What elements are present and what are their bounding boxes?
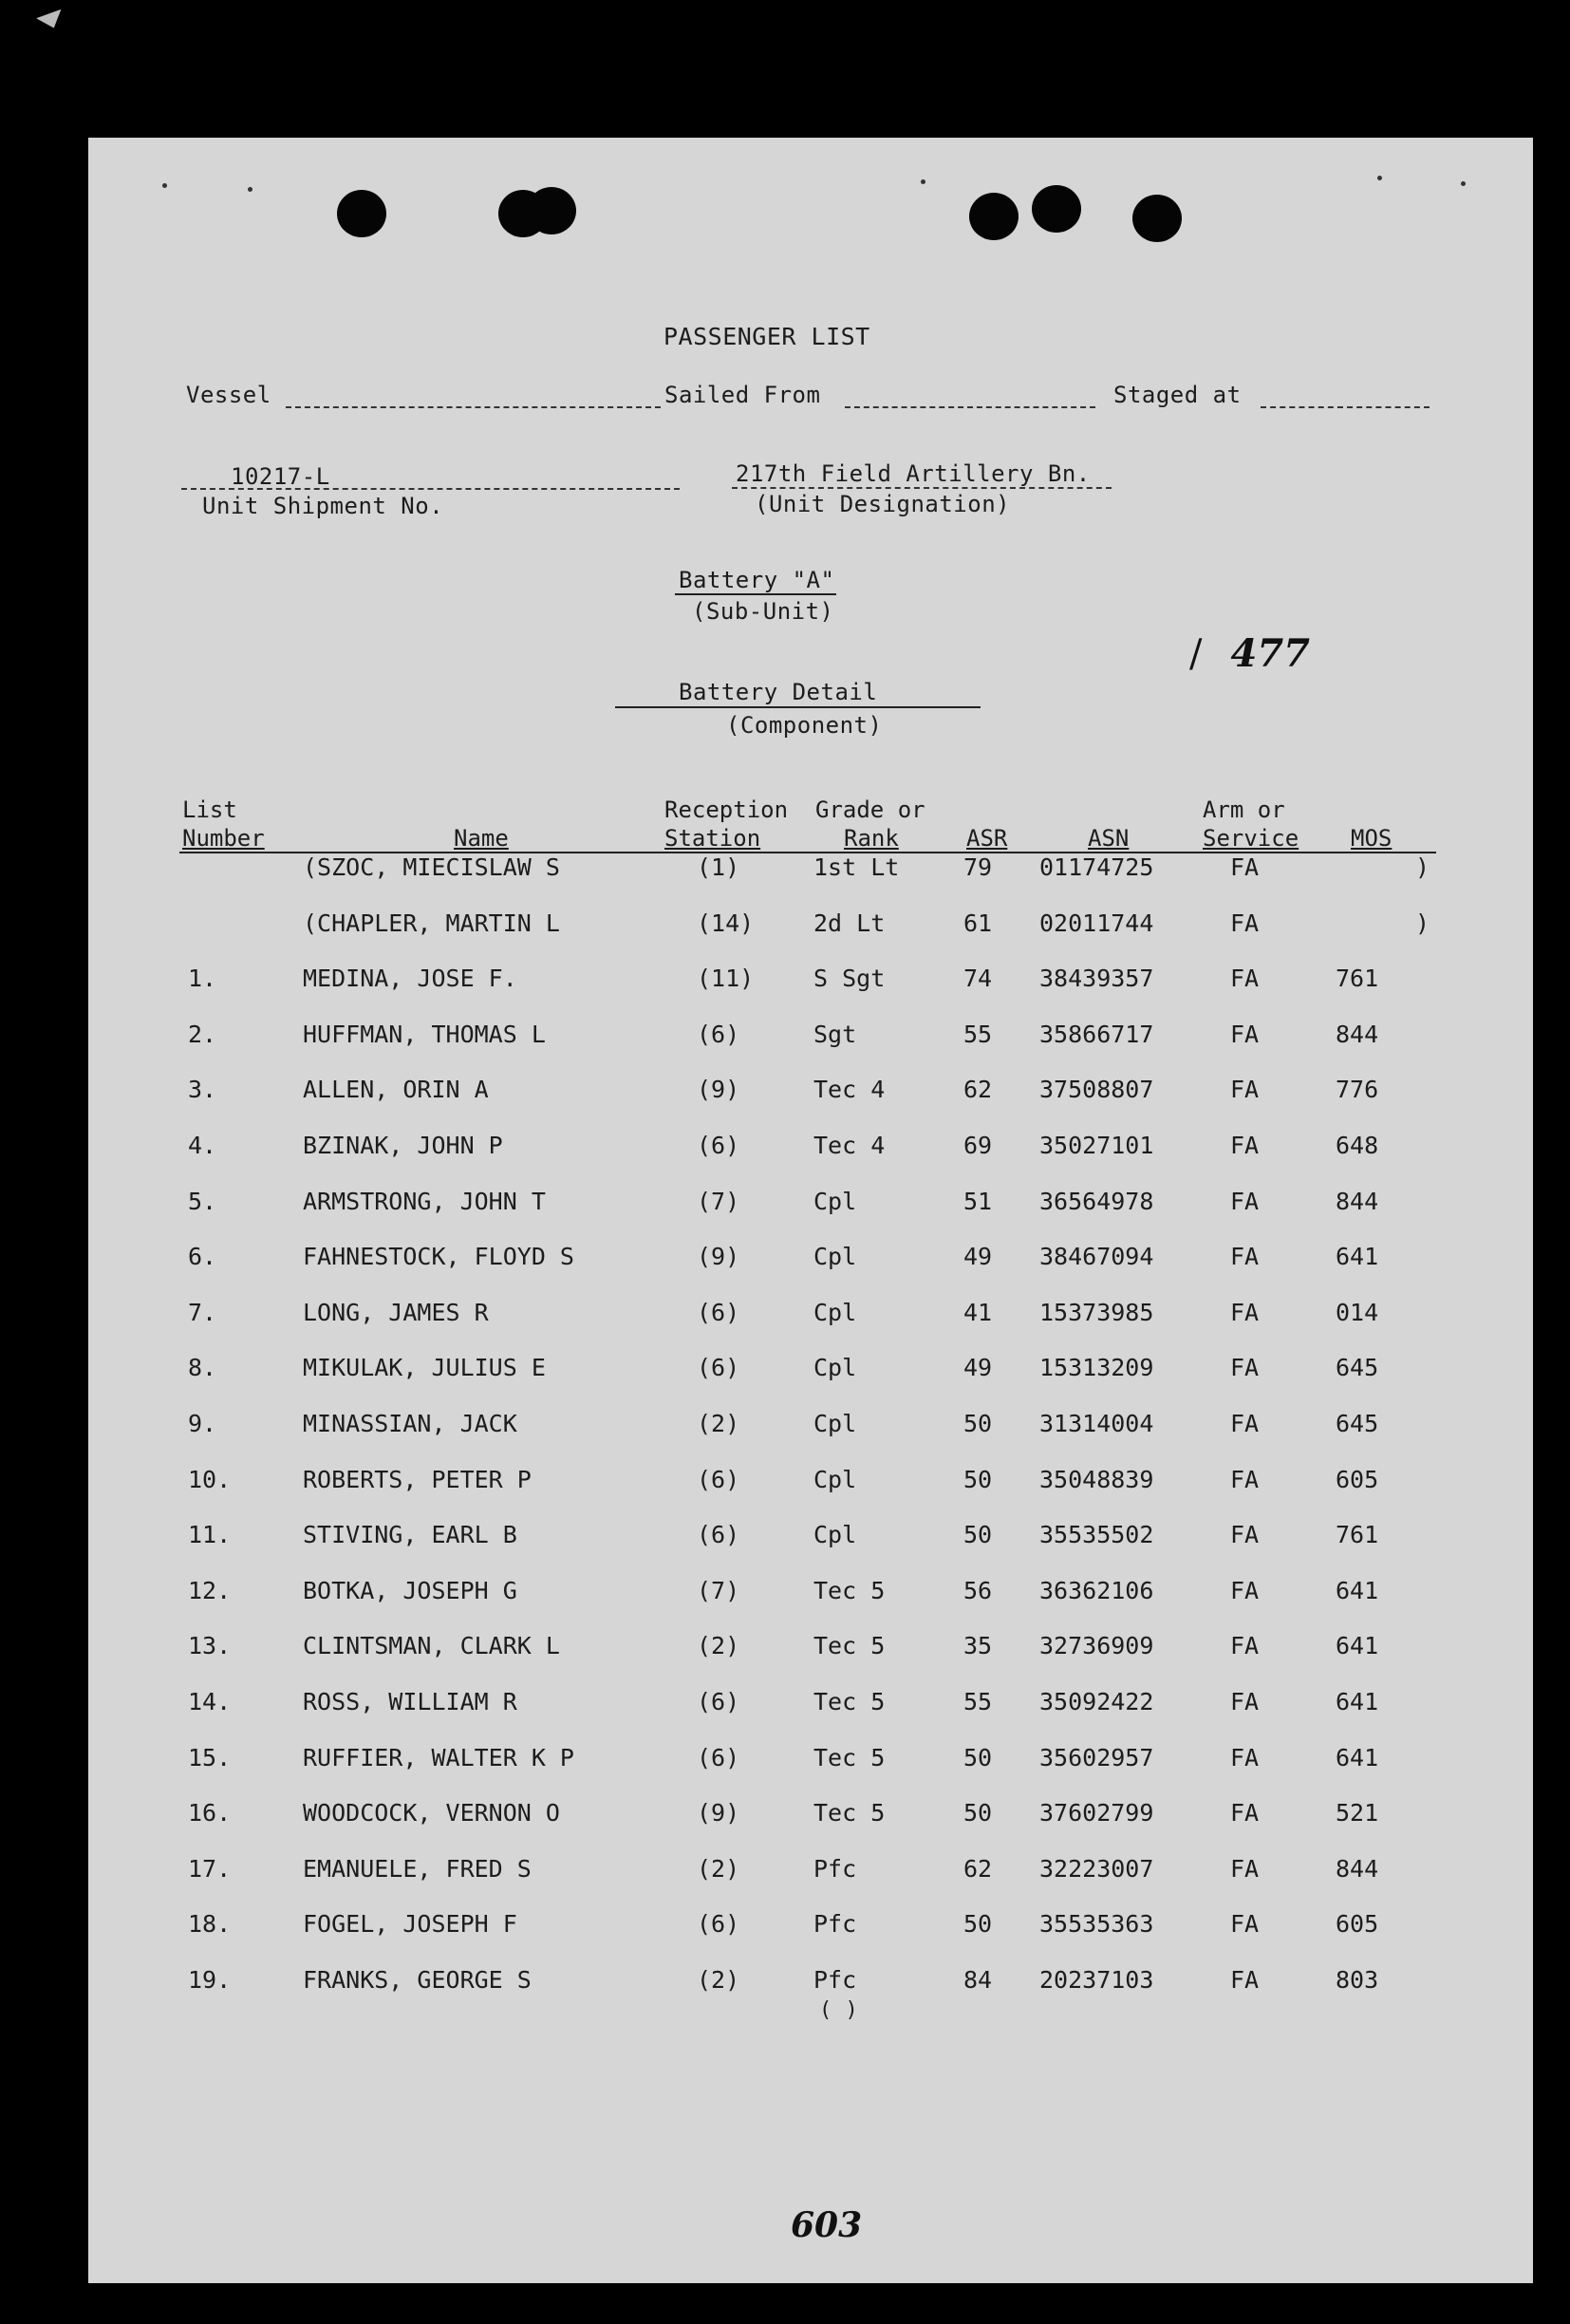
row-name: EMANUELE, FRED S: [303, 1854, 532, 1883]
row-reception-station: (7): [697, 1576, 740, 1604]
row-asn: 15373985: [1039, 1298, 1154, 1326]
row-reception-station: (11): [697, 965, 755, 993]
row-arm-service: FA: [1230, 909, 1260, 937]
row-arm-service: FA: [1230, 1688, 1260, 1715]
row-grade-rank: Pfc: [813, 1910, 857, 1939]
row-reception-station: (2): [697, 1632, 740, 1660]
table-row: [88, 1577, 1533, 1615]
row-mos: 014: [1336, 1298, 1379, 1326]
speck: [1377, 176, 1382, 180]
row-name: ARMSTRONG, JOHN T: [303, 1187, 546, 1215]
row-number: 7.: [188, 1298, 217, 1326]
row-name: MINASSIAN, JACK: [303, 1410, 517, 1437]
component-label: (Component): [726, 712, 883, 739]
row-mos: 761: [1336, 1521, 1379, 1549]
row-number: 19.: [188, 1966, 232, 1994]
row-number: 12.: [188, 1576, 232, 1604]
row-asr: 50: [963, 1410, 993, 1437]
row-mos: 605: [1336, 1465, 1379, 1493]
row-reception-station: (2): [697, 1854, 740, 1883]
row-mos: 641: [1336, 1743, 1379, 1771]
row-arm-service: FA: [1230, 1465, 1260, 1493]
row-number: 18.: [188, 1910, 232, 1939]
row-reception-station: (9): [697, 1243, 740, 1271]
speck: [162, 183, 167, 188]
row-asn: 35866717: [1039, 1020, 1154, 1048]
header-list-number: List Number: [182, 797, 265, 852]
row-asr: 61: [963, 909, 993, 937]
row-mos: 648: [1336, 1132, 1379, 1159]
punch-hole: [1032, 185, 1081, 233]
row-reception-station: (2): [697, 1966, 740, 1994]
row-grade-rank: 2d Lt: [813, 909, 886, 937]
row-asn: 15313209: [1039, 1354, 1154, 1382]
punch-hole: [337, 190, 386, 237]
row-asr: 69: [963, 1132, 993, 1159]
row-mos: 521: [1336, 1799, 1379, 1827]
row-reception-station: (2): [697, 1410, 740, 1437]
row-arm-service: FA: [1230, 1966, 1260, 1994]
row-reception-station: (14): [697, 909, 755, 937]
row-arm-service: FA: [1230, 1132, 1260, 1159]
row-reception-station: (6): [697, 1020, 740, 1048]
row-number: 6.: [188, 1243, 217, 1271]
row-asr: 50: [963, 1743, 993, 1771]
row-asn: 01174725: [1039, 853, 1154, 881]
sailed-from-label: Sailed From: [664, 382, 821, 408]
row-reception-station: (6): [697, 1743, 740, 1771]
table-row: [88, 1910, 1533, 1948]
header-reception-station: Reception Station: [664, 797, 789, 852]
row-grade-rank: Pfc: [813, 1966, 857, 1994]
row-grade-rank: S Sgt: [813, 965, 886, 993]
row-number: 9.: [188, 1410, 217, 1437]
row-reception-station: (6): [697, 1465, 740, 1493]
row-mos: 641: [1336, 1576, 1379, 1604]
table-row: [88, 1299, 1533, 1337]
row-asn: 36564978: [1039, 1187, 1154, 1215]
row-reception-station: (6): [697, 1298, 740, 1326]
row-grade-rank: Tec 5: [813, 1688, 886, 1715]
row-asr: 41: [963, 1298, 993, 1326]
row-number: 3.: [188, 1076, 217, 1104]
scan-corner-mark: [36, 9, 66, 33]
row-asn: 37508807: [1039, 1076, 1154, 1104]
punch-hole: [1132, 195, 1182, 242]
header-name: Name: [454, 825, 509, 852]
row-name: LONG, JAMES R: [303, 1298, 489, 1326]
row-number: 10.: [188, 1465, 232, 1493]
row-asn: 35535502: [1039, 1521, 1154, 1549]
row-number: 4.: [188, 1132, 217, 1159]
vessel-fill-line: [286, 406, 661, 408]
row-number: 16.: [188, 1799, 232, 1827]
row-close-paren: ): [1415, 909, 1430, 937]
row-reception-station: (6): [697, 1521, 740, 1549]
row-asn: 35602957: [1039, 1743, 1154, 1771]
row-grade-rank: Sgt: [813, 1020, 857, 1048]
unit-shipment-label: Unit Shipment No.: [202, 493, 444, 519]
table-row: [88, 1632, 1533, 1670]
row-arm-service: FA: [1230, 965, 1260, 993]
row-arm-service: FA: [1230, 1743, 1260, 1771]
table-row: [88, 1188, 1533, 1226]
punch-hole: [969, 193, 1019, 240]
row-arm-service: FA: [1230, 1410, 1260, 1437]
header-mos: MOS: [1351, 825, 1392, 852]
row-name: RUFFIER, WALTER K P: [303, 1743, 574, 1771]
speck: [248, 187, 252, 192]
row-asn: 37602799: [1039, 1799, 1154, 1827]
row-reception-station: (6): [697, 1354, 740, 1382]
row-mos: 645: [1336, 1354, 1379, 1382]
row-asn: 38439357: [1039, 965, 1154, 993]
row-mos: 645: [1336, 1410, 1379, 1437]
row-name: WOODCOCK, VERNON O: [303, 1799, 560, 1827]
row-asn: 35535363: [1039, 1910, 1154, 1939]
row-name: ALLEN, ORIN A: [303, 1076, 489, 1104]
row-mos: 776: [1336, 1076, 1379, 1104]
row-name: MIKULAK, JULIUS E: [303, 1354, 546, 1382]
row-number: 13.: [188, 1632, 232, 1660]
table-row: [88, 1132, 1533, 1170]
row-number: 2.: [188, 1020, 217, 1048]
row-asr: 84: [963, 1966, 993, 1994]
row-reception-station: (1): [697, 853, 740, 881]
unit-shipment-fill-line: [181, 488, 680, 490]
passenger-list-sheet: [88, 138, 1533, 2283]
table-row: [88, 1966, 1533, 2004]
row-grade-rank: Cpl: [813, 1354, 857, 1382]
row-arm-service: FA: [1230, 1854, 1260, 1883]
row-mos: 761: [1336, 965, 1379, 993]
footer-mark: ( ): [819, 1998, 859, 2022]
row-mos: 605: [1336, 1910, 1379, 1939]
row-name: FOGEL, JOSEPH F: [303, 1910, 517, 1939]
row-name: FRANKS, GEORGE S: [303, 1966, 532, 1994]
table-row: [88, 909, 1533, 947]
row-name: (CHAPLER, MARTIN L: [303, 909, 560, 937]
row-number: 8.: [188, 1354, 217, 1382]
row-number: 15.: [188, 1743, 232, 1771]
row-asn: 35092422: [1039, 1688, 1154, 1715]
table-row: [88, 1688, 1533, 1726]
row-arm-service: FA: [1230, 1354, 1260, 1382]
component: Battery Detail: [679, 679, 878, 705]
row-mos: 844: [1336, 1020, 1379, 1048]
row-mos: 641: [1336, 1632, 1379, 1660]
table-row: [88, 1021, 1533, 1059]
row-arm-service: FA: [1230, 1243, 1260, 1271]
component-line: [615, 706, 981, 708]
row-reception-station: (7): [697, 1187, 740, 1215]
row-asn: 02011744: [1039, 909, 1154, 937]
row-name: BOTKA, JOSEPH G: [303, 1576, 517, 1604]
sub-unit-line: [675, 593, 836, 595]
row-reception-station: (9): [697, 1076, 740, 1104]
row-grade-rank: Cpl: [813, 1465, 857, 1493]
row-close-paren: ): [1415, 853, 1430, 881]
table-row: [88, 1521, 1533, 1559]
row-grade-rank: Tec 5: [813, 1576, 886, 1604]
row-asn: 38467094: [1039, 1243, 1154, 1271]
row-grade-rank: Tec 5: [813, 1632, 886, 1660]
table-row: [88, 1799, 1533, 1837]
handwritten-record-number: / 477: [1189, 631, 1310, 676]
row-reception-station: (6): [697, 1132, 740, 1159]
row-name: ROSS, WILLIAM R: [303, 1688, 517, 1715]
row-arm-service: FA: [1230, 1576, 1260, 1604]
row-name: (SZOC, MIECISLAW S: [303, 853, 560, 881]
table-row: [88, 853, 1533, 891]
row-reception-station: (6): [697, 1910, 740, 1939]
row-asr: 62: [963, 1854, 993, 1883]
row-grade-rank: Cpl: [813, 1187, 857, 1215]
row-asr: 35: [963, 1632, 993, 1660]
table-row: [88, 1076, 1533, 1114]
row-asn: 36362106: [1039, 1576, 1154, 1604]
row-number: 14.: [188, 1688, 232, 1715]
row-asr: 55: [963, 1020, 993, 1048]
row-asr: 74: [963, 965, 993, 993]
row-grade-rank: Cpl: [813, 1410, 857, 1437]
row-asn: 20237103: [1039, 1966, 1154, 1994]
row-arm-service: FA: [1230, 853, 1260, 881]
sub-unit-label: (Sub-Unit): [692, 598, 834, 625]
row-asr: 50: [963, 1521, 993, 1549]
row-name: HUFFMAN, THOMAS L: [303, 1020, 546, 1048]
unit-shipment-number: 10217-L: [231, 463, 330, 490]
header-arm-service: Arm or Service: [1203, 797, 1299, 852]
unit-designation: 217th Field Artillery Bn.: [736, 460, 1091, 487]
row-asr: 50: [963, 1910, 993, 1939]
row-arm-service: FA: [1230, 1298, 1260, 1326]
row-arm-service: FA: [1230, 1187, 1260, 1215]
handwritten-page-number: 603: [791, 2205, 863, 2245]
row-number: 11.: [188, 1521, 232, 1549]
row-reception-station: (6): [697, 1688, 740, 1715]
row-name: STIVING, EARL B: [303, 1521, 517, 1549]
row-arm-service: FA: [1230, 1521, 1260, 1549]
row-mos: 641: [1336, 1688, 1379, 1715]
row-asr: 55: [963, 1688, 993, 1715]
row-number: 17.: [188, 1854, 232, 1883]
row-grade-rank: Tec 5: [813, 1799, 886, 1827]
row-reception-station: (9): [697, 1799, 740, 1827]
unit-designation-label: (Unit Designation): [755, 491, 1011, 517]
row-mos: 844: [1336, 1854, 1379, 1883]
row-number: 5.: [188, 1187, 217, 1215]
row-name: FAHNESTOCK, FLOYD S: [303, 1243, 574, 1271]
row-grade-rank: 1st Lt: [813, 853, 900, 881]
row-name: BZINAK, JOHN P: [303, 1132, 503, 1159]
row-asr: 62: [963, 1076, 993, 1104]
row-grade-rank: Cpl: [813, 1521, 857, 1549]
row-grade-rank: Cpl: [813, 1298, 857, 1326]
punch-hole: [527, 187, 576, 234]
sailed-from-fill-line: [845, 406, 1095, 408]
row-mos: 641: [1336, 1243, 1379, 1271]
row-asr: 51: [963, 1187, 993, 1215]
row-grade-rank: Tec 5: [813, 1743, 886, 1771]
row-asr: 49: [963, 1354, 993, 1382]
header-grade-rank: Grade or Rank: [815, 797, 925, 852]
speck: [1461, 181, 1466, 186]
row-arm-service: FA: [1230, 1076, 1260, 1104]
staged-at-fill-line: [1261, 406, 1430, 408]
unit-designation-fill-line: [732, 487, 1112, 489]
page-title: PASSENGER LIST: [664, 323, 870, 350]
row-name: ROBERTS, PETER P: [303, 1465, 532, 1493]
row-arm-service: FA: [1230, 1020, 1260, 1048]
table-row: [88, 1466, 1533, 1504]
header-asr: ASR: [966, 825, 1008, 852]
row-asr: 50: [963, 1799, 993, 1827]
row-grade-rank: Tec 4: [813, 1076, 886, 1104]
row-mos: 803: [1336, 1966, 1379, 1994]
row-asn: 32223007: [1039, 1854, 1154, 1883]
row-number: 1.: [188, 965, 217, 993]
row-asn: 31314004: [1039, 1410, 1154, 1437]
table-row: [88, 1354, 1533, 1392]
row-asn: 35027101: [1039, 1132, 1154, 1159]
row-asr: 49: [963, 1243, 993, 1271]
staged-at-label: Staged at: [1113, 382, 1242, 408]
vessel-label: Vessel: [186, 382, 271, 408]
table-row: [88, 1744, 1533, 1782]
row-grade-rank: Cpl: [813, 1243, 857, 1271]
table-row: [88, 1855, 1533, 1893]
row-asr: 79: [963, 853, 993, 881]
row-mos: 844: [1336, 1187, 1379, 1215]
table-row: [88, 1410, 1533, 1448]
header-asn: ASN: [1088, 825, 1130, 852]
speck: [921, 179, 925, 184]
row-name: MEDINA, JOSE F.: [303, 965, 517, 993]
row-name: CLINTSMAN, CLARK L: [303, 1632, 560, 1660]
row-asn: 35048839: [1039, 1465, 1154, 1493]
row-arm-service: FA: [1230, 1910, 1260, 1939]
row-asr: 50: [963, 1465, 993, 1493]
row-arm-service: FA: [1230, 1799, 1260, 1827]
table-row: [88, 1243, 1533, 1281]
row-grade-rank: Pfc: [813, 1854, 857, 1883]
row-arm-service: FA: [1230, 1632, 1260, 1660]
row-grade-rank: Tec 4: [813, 1132, 886, 1159]
sub-unit: Battery "A": [679, 567, 835, 593]
row-asr: 56: [963, 1576, 993, 1604]
row-asn: 32736909: [1039, 1632, 1154, 1660]
table-row: [88, 965, 1533, 1003]
